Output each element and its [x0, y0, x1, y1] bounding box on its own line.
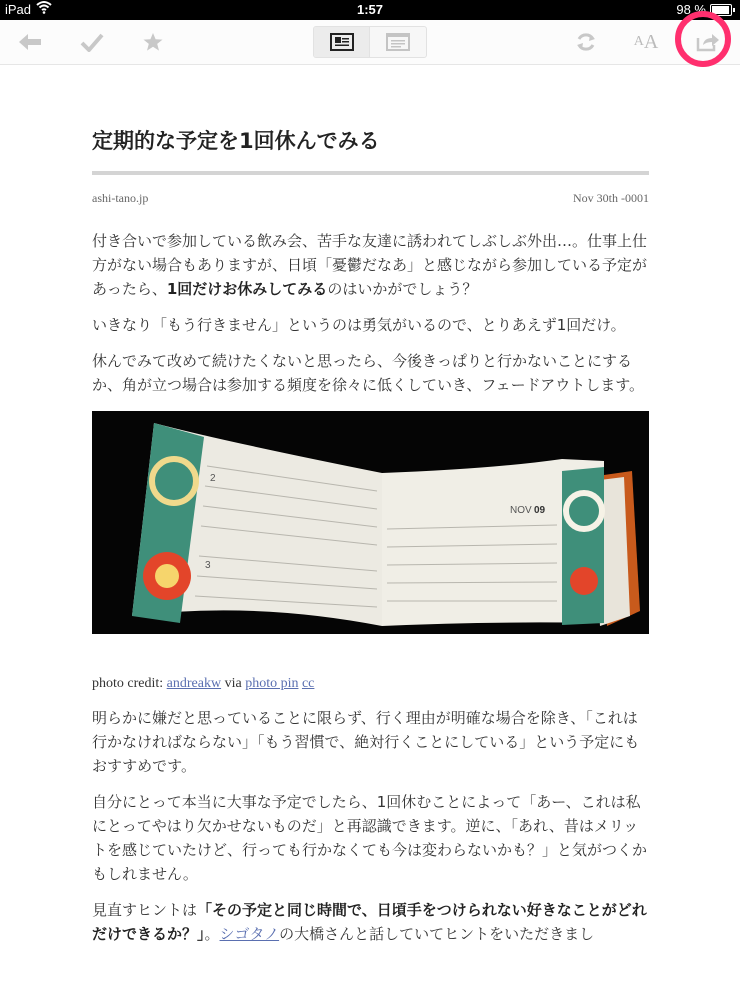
article-photo: [92, 411, 649, 634]
arrow-left-icon: [17, 32, 43, 52]
favorite-button[interactable]: [137, 20, 169, 64]
paragraph-1-text-c: のはいかがでしょう？: [327, 280, 478, 298]
photo-page-number-1: 2: [210, 473, 216, 484]
paragraph-4: 明らかに嫌だと思っていることに限らず、行く理由が明確な場合を除き、「これは行かなければならない」「もう習慣で、絶対行くことにしている」という予定にもおすすめです。: [92, 709, 640, 775]
clock: 1:57: [356, 2, 384, 17]
back-button[interactable]: [14, 20, 46, 64]
web-view-button[interactable]: [370, 27, 426, 57]
carrier-label: iPad: [5, 2, 32, 17]
mark-read-button[interactable]: [76, 20, 108, 64]
planner-photo-illustration: [92, 411, 649, 634]
star-icon: [142, 32, 164, 52]
article-view-icon: [330, 33, 354, 51]
photo-credit-via: via: [221, 676, 246, 691]
article-date: Nov 30th -0001: [573, 191, 649, 205]
photo-page-number-2: 3: [205, 560, 211, 571]
paragraph-1-bold: 1回だけお休みしてみる: [166, 280, 328, 298]
article-meta: [92, 191, 649, 211]
photo-month: NOV: [510, 505, 532, 516]
refresh-icon: [575, 31, 597, 53]
view-mode-switcher: [313, 26, 427, 58]
article-source: ashi-tano.jp: [92, 191, 149, 205]
paragraph-6-text-a: 見直すヒントは: [92, 901, 198, 919]
paragraph-1-text-a: 付き合いで参加している飲み会、苦手な友達に誘われてしぶしぶ外出…。仕事上仕方がない場合もありますが、日頃「憂鬱だなあ」と感じながら参加している予定があったら、: [92, 232, 648, 298]
font-size-small-label: A: [633, 34, 644, 49]
paragraph-1: [92, 229, 649, 301]
article: [92, 64, 649, 958]
article-view-button[interactable]: [314, 27, 370, 57]
article-title: 定期的な予定を1回休んでみる: [92, 129, 380, 153]
battery-percent: 98 %: [676, 2, 706, 17]
photo-pin-link[interactable]: photo pin: [245, 676, 299, 691]
web-view-icon: [386, 33, 410, 51]
paragraph-6: [92, 898, 649, 946]
photo-credit-author-link[interactable]: andreakw: [166, 676, 222, 691]
paragraph-6-text-c: 。: [204, 925, 220, 943]
paragraph-6-bold: 「その予定と同じ時間で、日頃手をつけられない好きなことがどれだけできるか？」: [92, 901, 647, 943]
font-size-large-label: A: [643, 30, 659, 53]
refresh-button[interactable]: [570, 20, 602, 64]
status-bar: [0, 0, 740, 20]
font-size-button[interactable]: [628, 20, 664, 64]
paragraph-5: 自分にとって本当に大事な予定でしたら、1回休むことによって「あー、これは私にとってやはり欠かせないものだ」と再認識できます。逆に、「あれ、昔はメリットを感じていたけど、行っても行かなくても今は変わらないかも？」と気がつくかもしれません。: [92, 793, 648, 883]
license-link[interactable]: cc: [301, 676, 315, 691]
shigotano-link[interactable]: シゴタノ: [219, 925, 280, 943]
photo-day: 09: [534, 505, 546, 516]
photo-credit-prefix: photo credit:: [92, 676, 167, 691]
paragraph-2: いきなり「もう行きません」というのは勇気がいるので、とりあえず1回だけ。: [92, 316, 626, 334]
checkmark-icon: [80, 32, 104, 52]
toolbar: [0, 20, 740, 65]
paragraph-3: 休んでみて改めて続けたくないと思ったら、今後きっぱりと行かないことにするか、角が立つ場合は参加する頻度を徐々に低くしていき、フェードアウトします。: [92, 352, 645, 394]
paragraph-6-text-d: の大橋さんと話していてヒントをいただきまし: [279, 925, 595, 943]
photo-credit: [92, 676, 649, 692]
title-divider: [92, 171, 649, 175]
share-highlight-ring: [675, 11, 731, 67]
